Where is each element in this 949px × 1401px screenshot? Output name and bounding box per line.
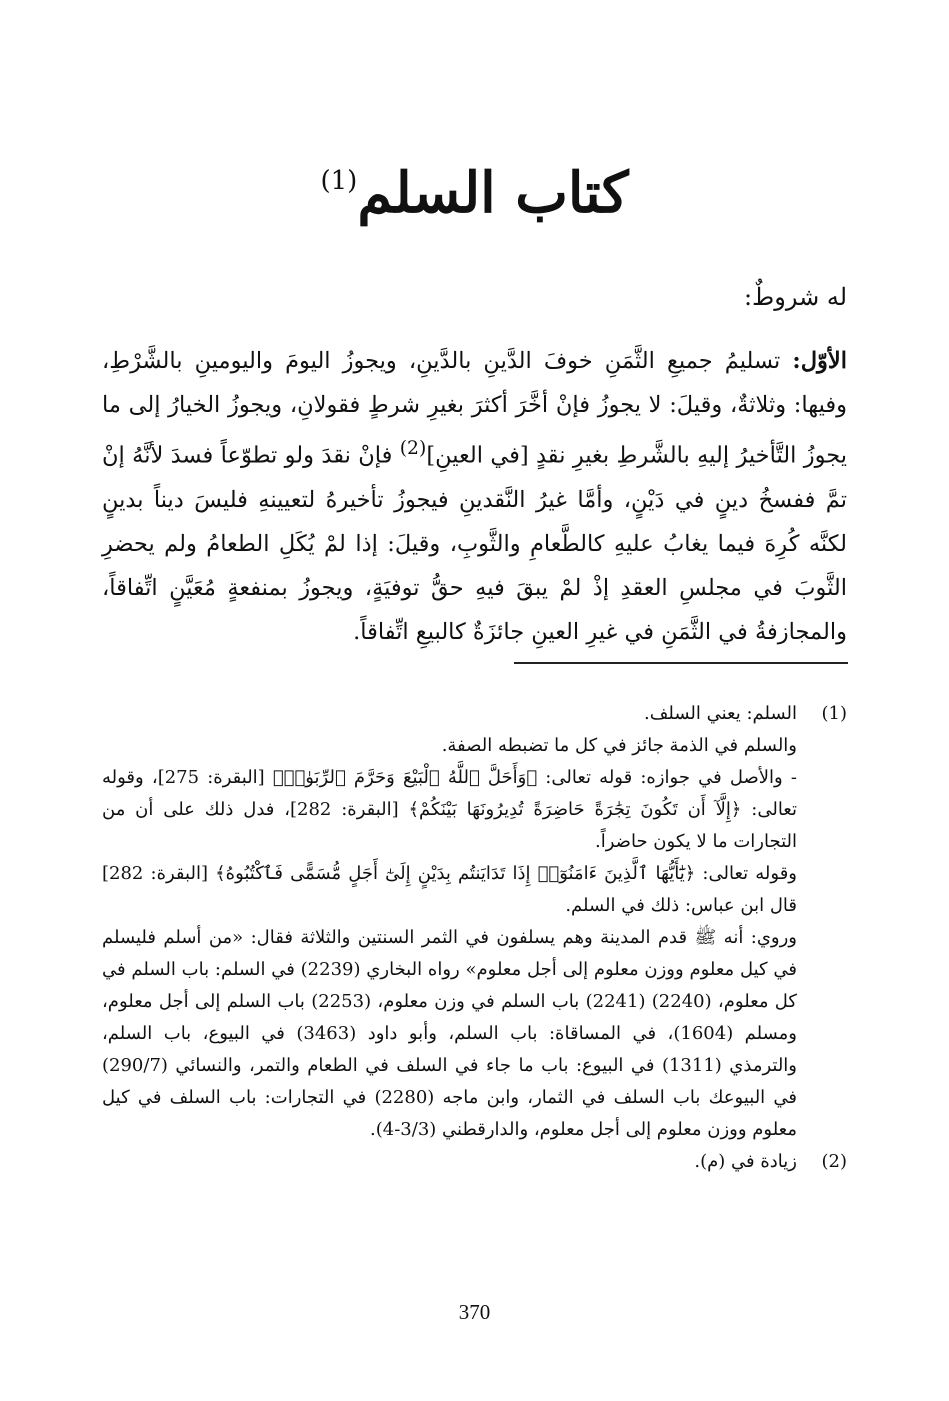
footnote-2 bbox=[102, 1146, 847, 1178]
page-number: 370 bbox=[458, 1300, 491, 1324]
footnote-number: (2) bbox=[821, 1151, 847, 1172]
footnote-paragraph: السلم: يعني السلف. bbox=[644, 703, 797, 724]
footnote-paragraph: زيادة في (م). bbox=[694, 1151, 797, 1172]
footnote-separator bbox=[514, 662, 848, 664]
title-footnote-ref: (1) bbox=[320, 166, 358, 196]
footnote-paragraph: - والأصل في جوازه: قوله تعالى: ﴿وَأَحَلَّ ٱللَّهُ ٱلْبَيْعَ وَحَرَّمَ ٱلرِّبَوٰا۟﴾ [البقرة: 275]، وقوله تعالى: ﴿إِلَّآ أَن تَكُونَ تِجَٰرَةً حَاضِرَةً تُدِيرُونَهَا بَيْنَكُمْ﴾ [البقرة: 282]، فدل ذلك على أن من التجارات ما لا يكون حاضراً. bbox=[102, 767, 797, 852]
footnote-paragraph: والسلم في الذمة جائز في كل ما تضبطه الصفة. bbox=[441, 735, 797, 756]
condition-heading: الأوّل: bbox=[792, 348, 847, 374]
chapter-title-text: كتاب السلم bbox=[357, 160, 629, 226]
main-text-part2: فإنْ نقدَ ولو تطوّعاً فسدَ لأنَّهُ إنْ تمَّ ففسخُ دينٍ في دَيْنٍ، وأمَّا غيرُ النَّقدينِ فيجوزُ تأخيرهُ لتعيينهِ فليسَ ديناً بدينٍ لكنَّه كُرِهَ فيما يغابُ عليهِ كالطَّعامِ والثَّوبِ، وقيلَ: إذا لمْ يُكَلِ الطعامُ ولم يحضرِ الثَّوبَ في مجلسِ العقدِ إذْ لمْ يبقَ فيهِ حقُّ توفيَةٍ، ويجوزُ بمنفعةٍ مُعَيَّنٍ اتِّفاقاً، والمجازفةُ في الثَّمَنِ في غيرِ العينِ جائزَةٌ كالبيعِ اتِّفاقاً. bbox=[102, 442, 847, 645]
main-footnote-ref: (2) bbox=[399, 438, 427, 459]
footnote-paragraph: وقوله تعالى: ﴿يَٰٓأَيُّهَا ٱلَّذِينَ ءَامَنُوٓا۟ إِذَا تَدَايَنتُم بِدَيْنٍ إِلَىٰٓ أَجَلٍ مُّسَمًّى فَٱكْتُبُوهُ﴾ [البقرة: 282] قال ابن عباس: ذلك في السلم. bbox=[102, 863, 797, 916]
main-paragraph bbox=[102, 339, 847, 654]
main-text-part1: تسليمُ جميعِ الثَّمَنِ خوفَ الدَّينِ بالدَّينِ، ويجوزُ اليومَ واليومينِ بالشَّرْطِ، وفيها: وثلاثةٌ، وقيلَ: لا يجوزُ فإنْ أخَّرَ أكثرَ بغيرِ شرطٍ فقولانِ، ويجوزُ الخيارُ إلى ما يجوزُ التَّأخيرُ إليهِ بالشَّرطِ بغيرِ نقدٍ [في العينِ] bbox=[102, 348, 847, 469]
chapter-title bbox=[0, 160, 949, 227]
footnote-paragraph: وروي: أنه ﷺ قدم المدينة وهم يسلفون في الثمر السنتين والثلاثة فقال: «من أسلم فليسلم في كيل معلوم ووزن معلوم إلى أجل معلوم» رواه البخاري (2239) في السلم: باب السلم في كل معلوم، (2240) (2241) باب السلم في وزن معلوم، (2253) باب السلم إلى أجل معلوم، ومسلم (1604)، في المساقاة: باب السلم، وأبو داود (3463) في البيوع، باب السلم، والترمذي (1311) في البيوع: باب ما جاء في السلف في الطعام والتمر، والنسائي (290/7) في البيوعك باب السلف في الثمار، وابن ماجه (2280) في التجارات: باب السلف في كيل معلوم ووزن معلوم إلى أجل معلوم، والدارقطني (3/3-4). bbox=[102, 927, 798, 1140]
footnote-body bbox=[102, 1146, 797, 1178]
footnote-number: (1) bbox=[821, 703, 847, 724]
footnotes-section bbox=[102, 698, 847, 1178]
footnote-1 bbox=[102, 698, 847, 1146]
footnote-body bbox=[102, 698, 797, 1146]
intro-line: له شروطٌ: bbox=[743, 283, 847, 311]
